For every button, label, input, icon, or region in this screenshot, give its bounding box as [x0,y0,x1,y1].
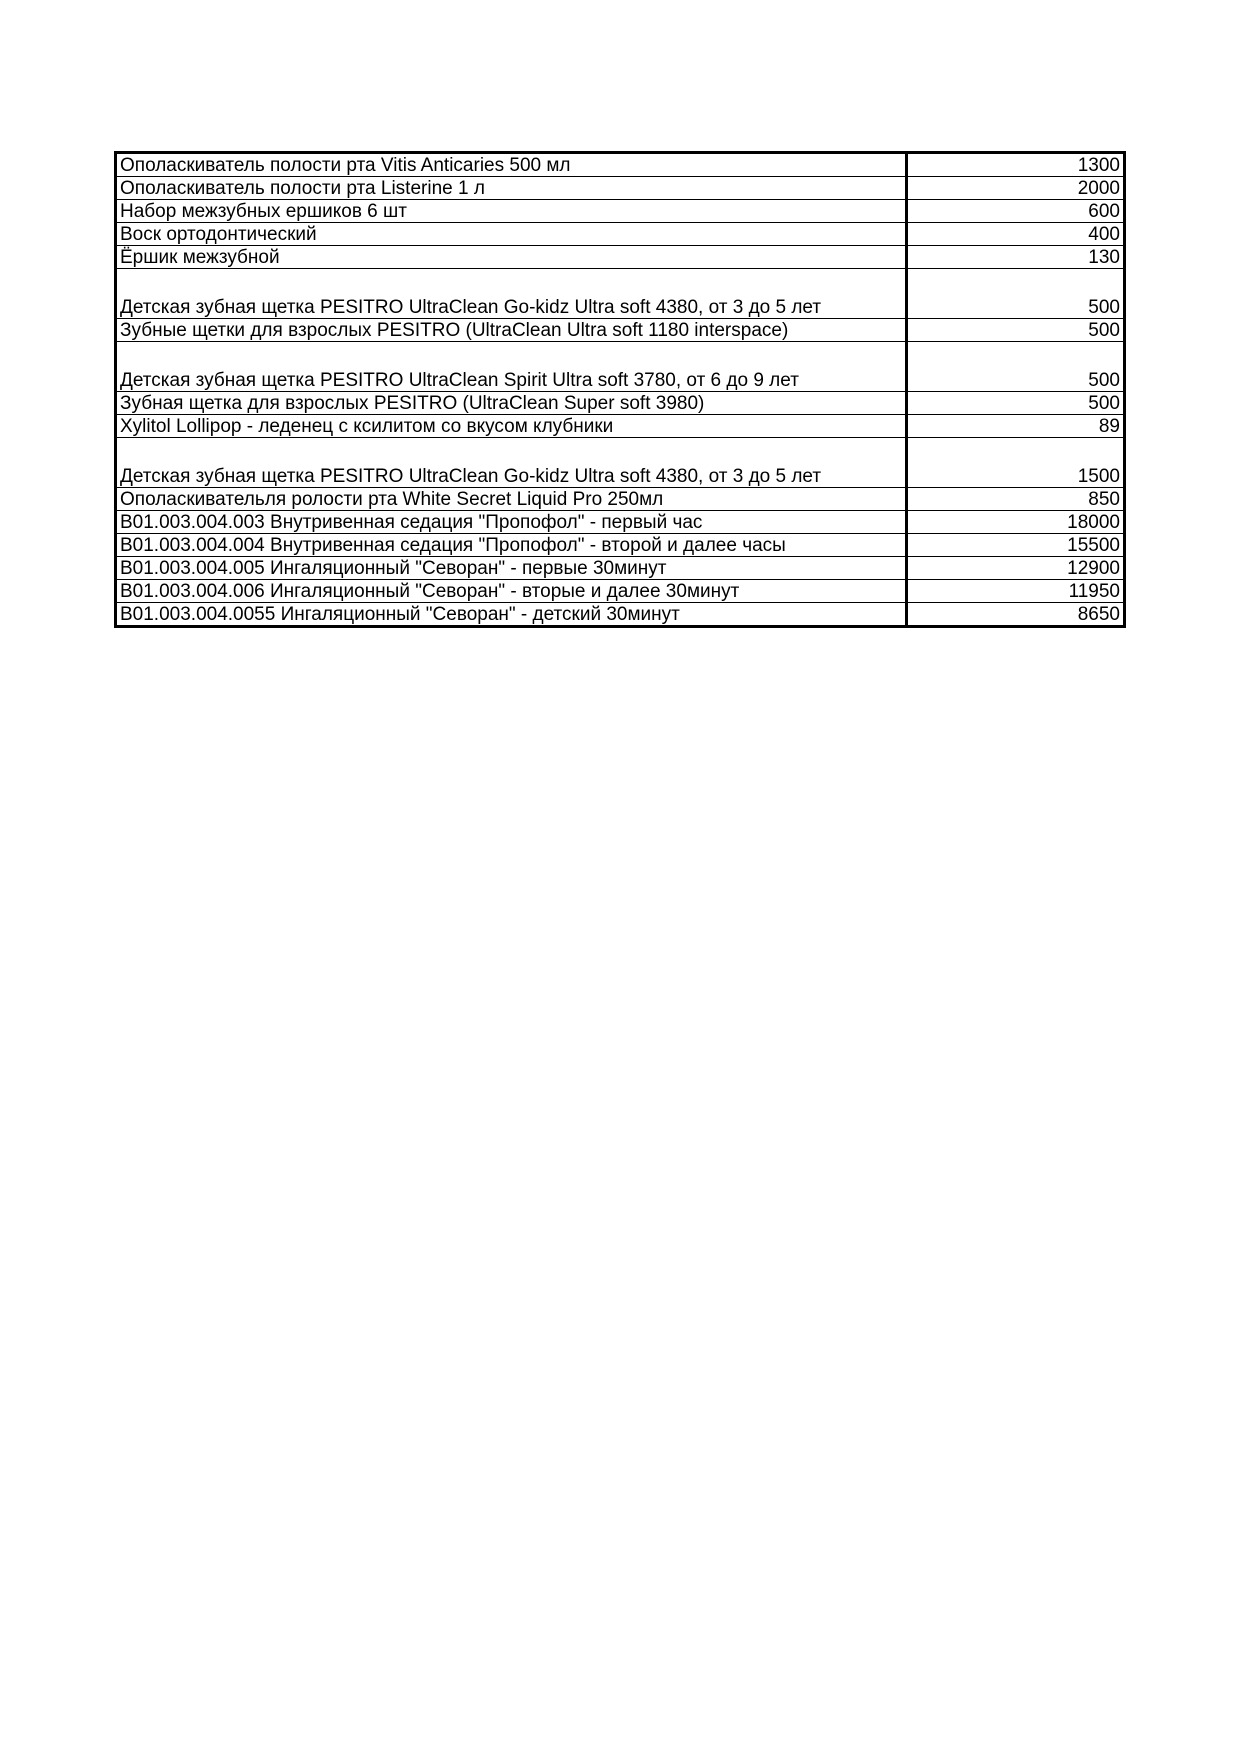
item-price-cell: 12900 [907,557,1125,580]
table-row [116,415,1125,438]
item-name-cell: B01.003.004.006 Ингаляционный "Севоран" - вторые и далее 30минут [116,580,907,603]
item-name-cell: Ополаскиватель полости рта Listerine 1 л [116,177,907,200]
table-row [116,269,1125,319]
price-table-body [116,153,1125,627]
item-name-cell: B01.003.004.005 Ингаляционный "Севоран" - первые 30минут [116,557,907,580]
table-row [116,319,1125,342]
item-price-cell: 500 [907,392,1125,415]
item-name-cell: B01.003.004.004 Внутривенная седация "Пропофол" - второй и далее часы [116,534,907,557]
item-name-cell: B01.003.004.0055 Ингаляционный "Севоран" - детский 30минут [116,603,907,627]
item-name-cell: Детская зубная щетка PESITRO UltraClean Spirit Ultra soft 3780, от 6 до 9 лет [116,342,907,392]
table-row [116,246,1125,269]
item-price-cell: 89 [907,415,1125,438]
table-row [116,557,1125,580]
item-price-cell: 400 [907,223,1125,246]
table-row [116,534,1125,557]
item-price-cell: 11950 [907,580,1125,603]
item-price-cell: 500 [907,319,1125,342]
table-row [116,603,1125,627]
item-name-cell: Ёршик межзубной [116,246,907,269]
item-name-cell: Ополаскивательля ролости рта White Secret Liquid Pro 250мл [116,488,907,511]
item-price-cell: 8650 [907,603,1125,627]
item-price-cell: 130 [907,246,1125,269]
item-name-cell: Детская зубная щетка PESITRO UltraClean Go-kidz Ultra soft 4380, от 3 до 5 лет [116,438,907,488]
item-name-cell: B01.003.004.003 Внутривенная седация "Пропофол" - первый час [116,511,907,534]
item-name-cell: Детская зубная щетка PESITRO UltraClean Go-kidz Ultra soft 4380, от 3 до 5 лет [116,269,907,319]
table-row [116,177,1125,200]
item-name-cell: Xylitol Lollipop - леденец с ксилитом со вкусом клубники [116,415,907,438]
item-price-cell: 1300 [907,153,1125,177]
item-name-cell: Зубные щетки для взрослых PESITRO (UltraClean Ultra soft 1180 interspace) [116,319,907,342]
price-table [114,151,1126,628]
item-name-cell: Зубная щетка для взрослых PESITRO (UltraClean Super soft 3980) [116,392,907,415]
table-row [116,342,1125,392]
item-price-cell: 15500 [907,534,1125,557]
item-price-cell: 600 [907,200,1125,223]
table-row [116,153,1125,177]
item-price-cell: 500 [907,342,1125,392]
item-price-cell: 1500 [907,438,1125,488]
table-row [116,488,1125,511]
table-row [116,438,1125,488]
item-price-cell: 2000 [907,177,1125,200]
table-row [116,200,1125,223]
item-price-cell: 18000 [907,511,1125,534]
item-price-cell: 500 [907,269,1125,319]
table-row [116,511,1125,534]
table-row [116,392,1125,415]
item-name-cell: Воск ортодонтический [116,223,907,246]
item-price-cell: 850 [907,488,1125,511]
table-row [116,223,1125,246]
item-name-cell: Ополаскиватель полости рта Vitis Anticaries 500 мл [116,153,907,177]
table-row [116,580,1125,603]
item-name-cell: Набор межзубных ершиков 6 шт [116,200,907,223]
